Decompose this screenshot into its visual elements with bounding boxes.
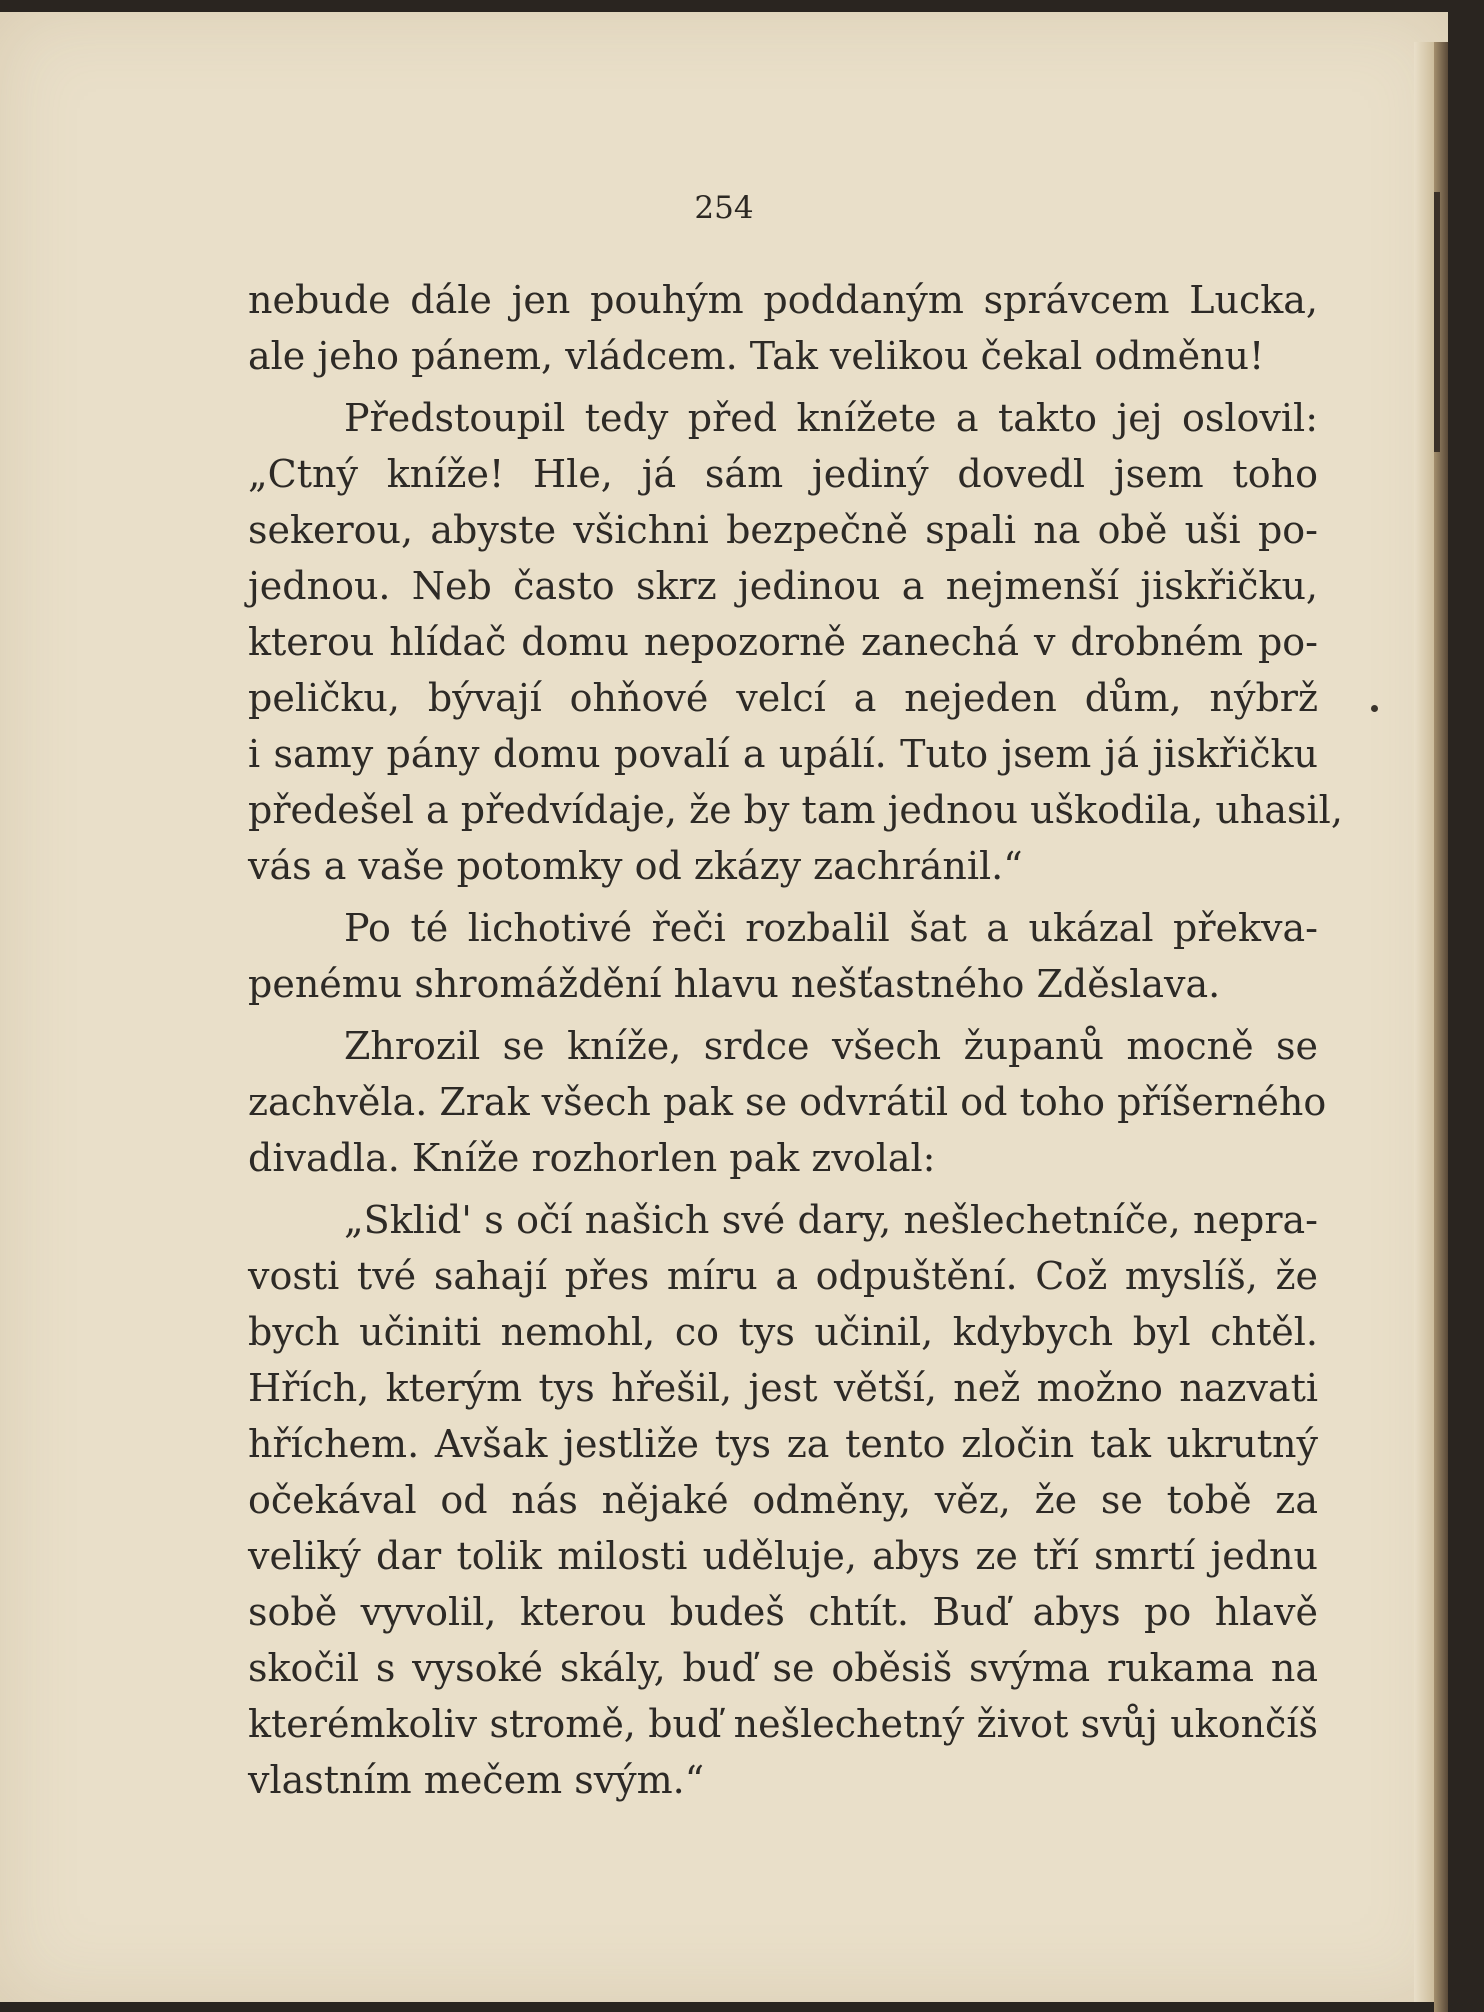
text-line: Zhrozil se kníže, srdce všech županů mocně se xyxy=(344,1024,1318,1068)
text-line: sobě vyvolil, kterou budeš chtít. Buď abys po hlavě xyxy=(248,1590,1318,1634)
page-edge-mark xyxy=(1434,192,1440,452)
text-line: sekerou, abyste všichni bezpečně spali na obě uši po- xyxy=(248,508,1318,552)
text-line: Předstoupil tedy před knížete a takto jej oslovil: xyxy=(344,396,1318,440)
text-line: „Sklid' s očí našich své dary, nešlechetníče, nepra- xyxy=(344,1198,1318,1242)
text-line: jednou. Neb často skrz jedinou a nejmenší jiskřičku, xyxy=(248,564,1318,608)
text-line: i samy pány domu povalí a upálí. Tuto jsem já jiskřičku xyxy=(248,732,1318,776)
paragraph xyxy=(248,390,1343,894)
text-line: veliký dar tolik milosti uděluje, abys ze tří smrtí jednu xyxy=(248,1534,1318,1578)
paragraph xyxy=(248,1192,1318,1808)
margin-dot xyxy=(1371,705,1378,712)
page-number: 254 xyxy=(694,190,754,226)
text-line: ale jeho pánem, vládcem. Tak velikou čekal odměnu! xyxy=(248,334,1265,378)
text-line: předešel a předvídaje, že by tam jednou uškodila, uhasil, xyxy=(248,788,1343,832)
paragraph xyxy=(248,1018,1327,1186)
page-gutter-shadow xyxy=(1414,42,1434,2002)
body-text xyxy=(248,272,1343,1814)
text-line: vosti tvé sahají přes míru a odpuštění. Což myslíš, že xyxy=(248,1254,1318,1298)
text-line: kterou hlídač domu nepozorně zanechá v drobném po- xyxy=(248,620,1318,664)
text-line: kterémkoliv stromě, buď nešlechetný život svůj ukončíš xyxy=(248,1702,1318,1746)
paragraph xyxy=(248,900,1318,1012)
book-page xyxy=(0,12,1448,2002)
text-line: penému shromáždění hlavu nešťastného Zděslava. xyxy=(248,962,1221,1006)
text-line: zachvěla. Zrak všech pak se odvrátil od toho příšerného xyxy=(248,1080,1327,1124)
text-line: očekával od nás nějaké odměny, věz, že se tobě za xyxy=(248,1478,1318,1522)
text-line: „Ctný kníže! Hle, já sám jediný dovedl jsem toho xyxy=(248,452,1318,496)
text-line: skočil s vysoké skály, buď se oběsiš svýma rukama na xyxy=(248,1646,1318,1690)
paragraph xyxy=(248,272,1318,384)
text-line: vlastním mečem svým.“ xyxy=(248,1758,705,1802)
text-line: bych učiniti nemohl, co tys učinil, kdybych byl chtěl. xyxy=(248,1310,1318,1354)
text-line: Hřích, kterým tys hřešil, jest větší, než možno nazvati xyxy=(248,1366,1318,1410)
text-line: peličku, bývají ohňové velcí a nejeden dům, nýbrž xyxy=(248,676,1318,720)
text-line: divadla. Kníže rozhorlen pak zvolal: xyxy=(248,1136,936,1180)
text-line: vás a vaše potomky od zkázy zachránil.“ xyxy=(248,844,1023,888)
text-line: Po té lichotivé řeči rozbalil šat a ukázal překva- xyxy=(344,906,1318,950)
text-line: nebude dále jen pouhým poddaným správcem Lucka, xyxy=(248,278,1318,322)
text-line: hříchem. Avšak jestliže tys za tento zločin tak ukrutný xyxy=(248,1422,1318,1466)
